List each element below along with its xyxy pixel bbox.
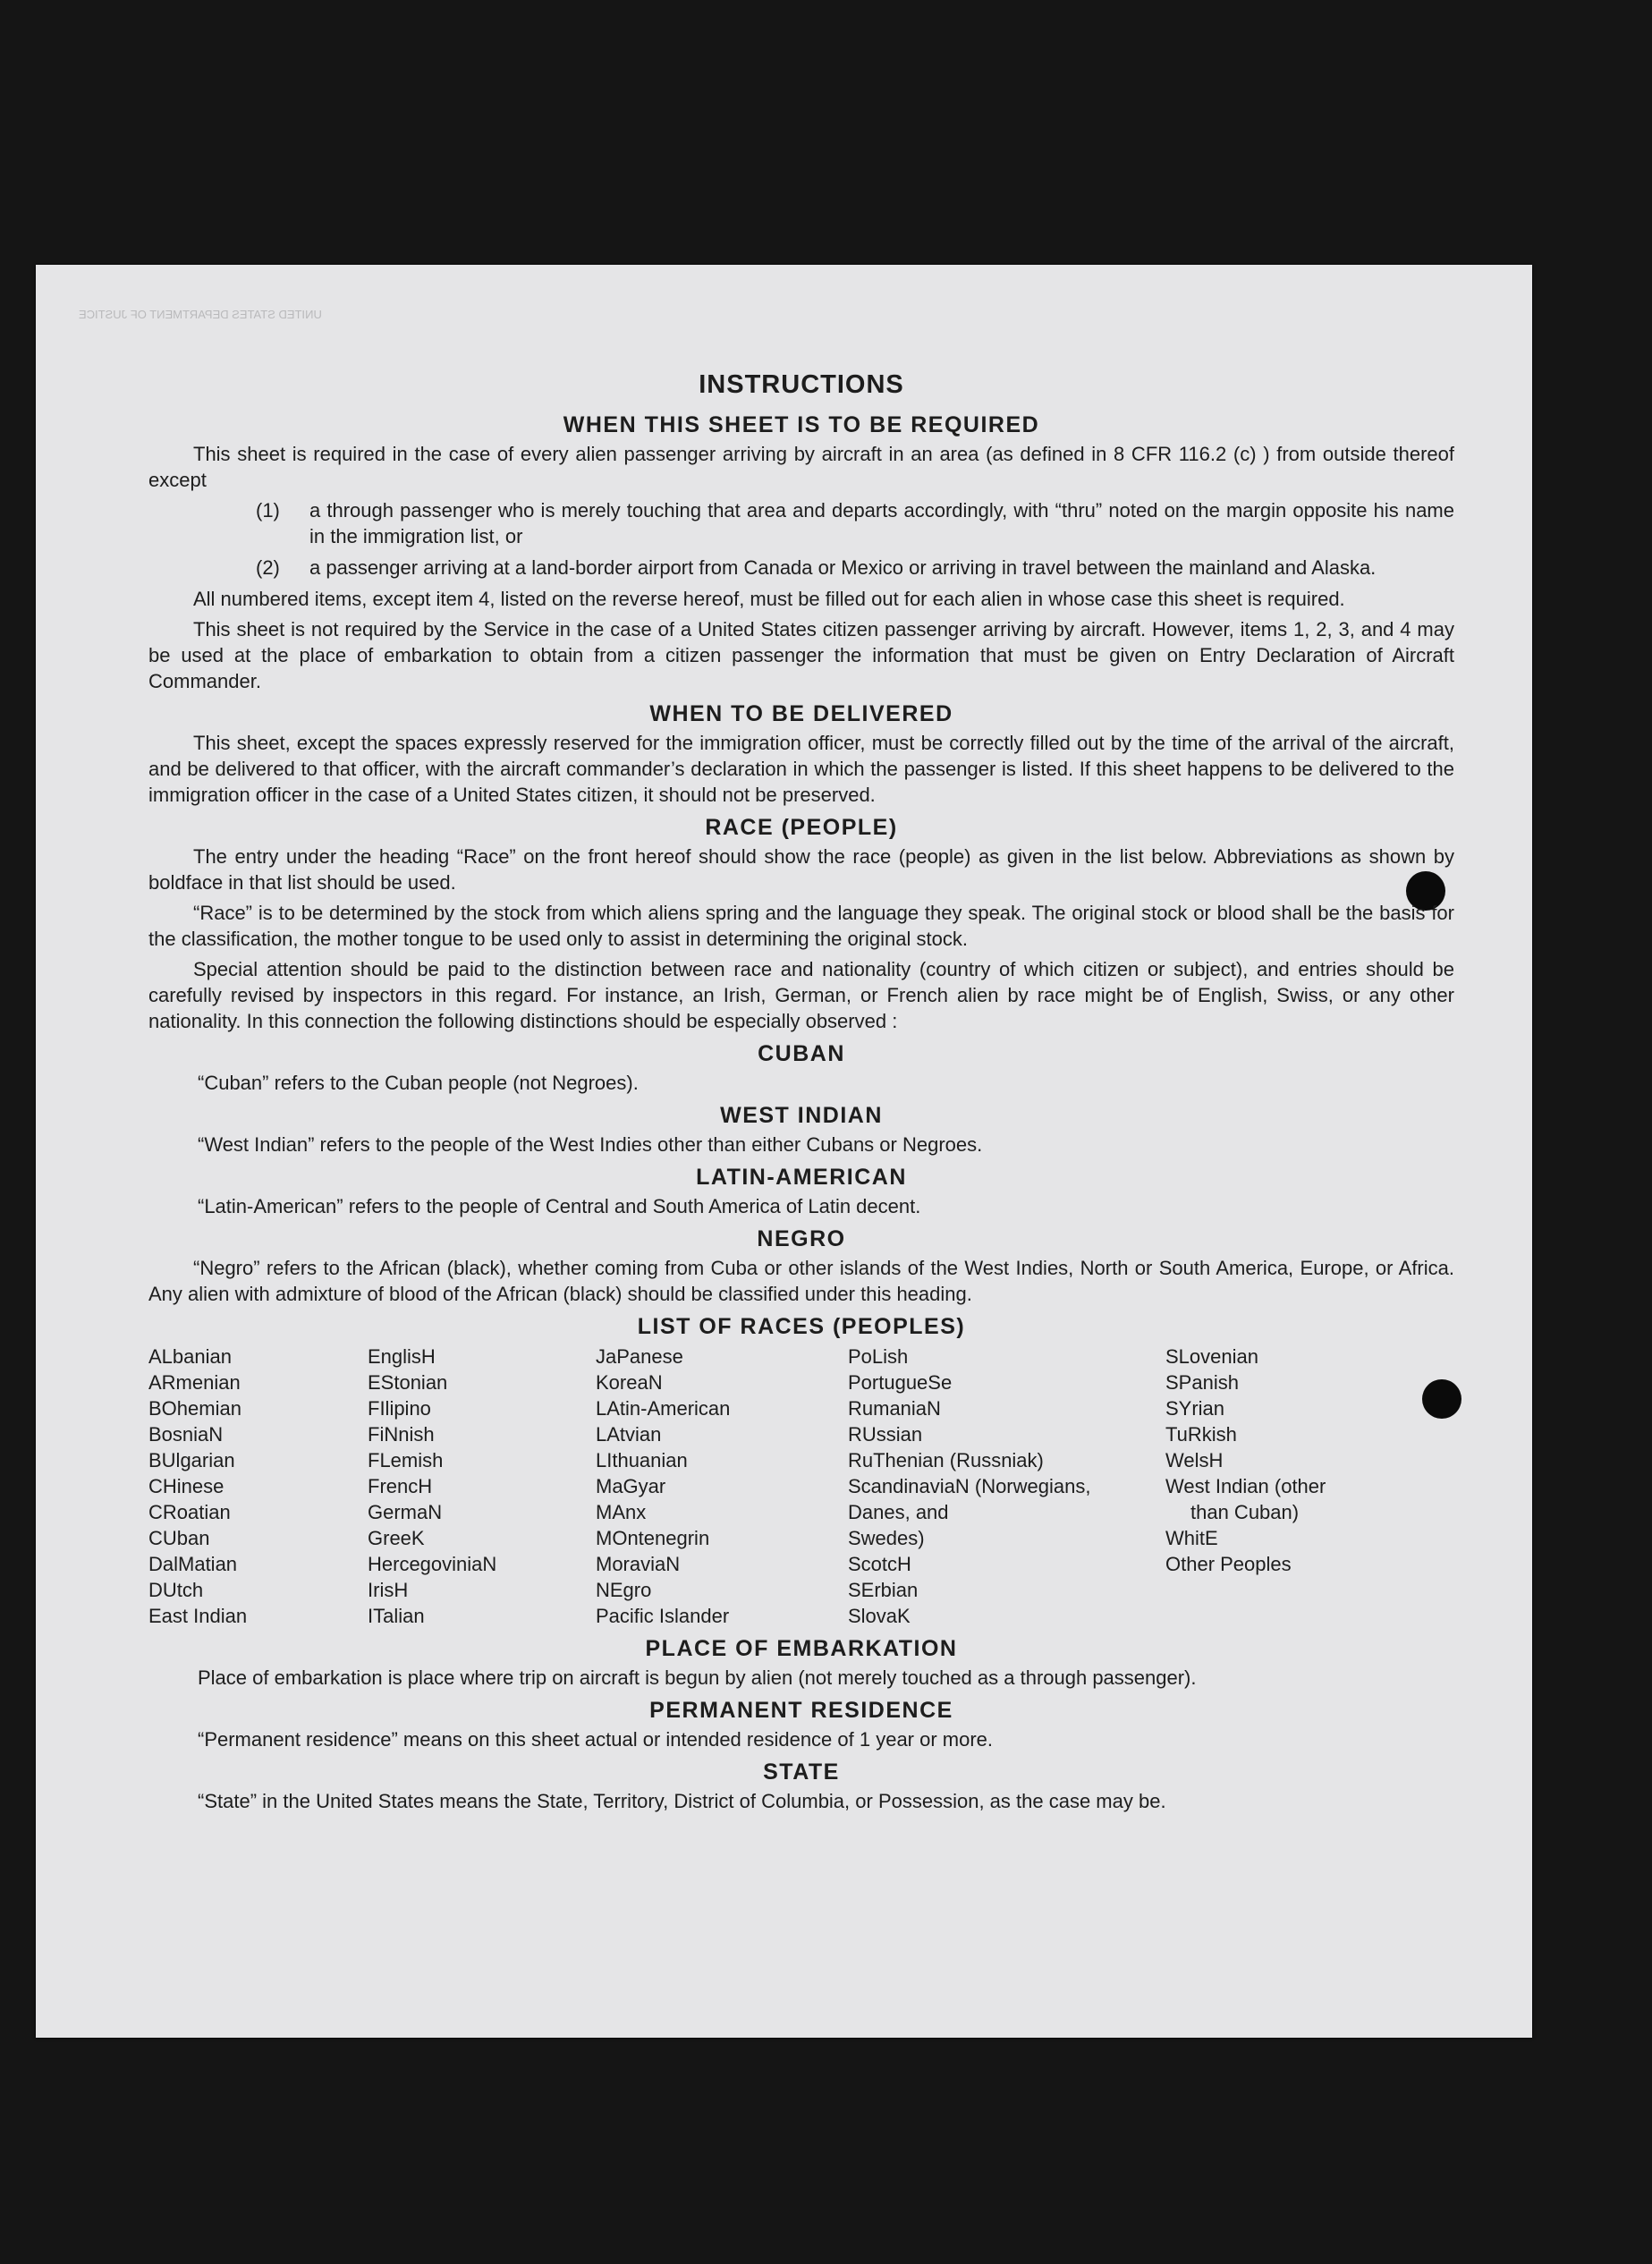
delivered-text: This sheet, except the spaces expressly reserved for the immigration officer, must be correctly filled out by the time of the arrival of the aircraft, and be delivered to that officer, with the aircraft commander’s declaration in which the passenger is listed. If this sheet happens to be delivered to the immigration officer in the case of a United States citizen, it should not be preserved. — [148, 732, 1454, 806]
race-entry: West Indian (other — [1165, 1475, 1326, 1497]
race-entry: CUban — [148, 1527, 210, 1549]
race-entry: ITalian — [368, 1605, 425, 1627]
race-entry: Pacific Islander — [596, 1605, 730, 1627]
race-entry: LIthuanian — [596, 1449, 688, 1471]
race-entry: East Indian — [148, 1605, 248, 1627]
exception-number: (1) — [256, 499, 280, 521]
races-column — [368, 1344, 596, 1629]
race-entry: MoraviaN — [596, 1553, 681, 1575]
race-entry: RumaniaN — [848, 1397, 941, 1420]
cuban-definition: “Cuban” refers to the Cuban people (not Negroes). — [198, 1072, 639, 1094]
race-entry: GreeK — [368, 1527, 425, 1549]
race-entry: ScandinaviaN (Norwegians, — [848, 1475, 1091, 1497]
race-entry: ScotcH — [848, 1553, 911, 1575]
race-entry: SYrian — [1165, 1397, 1225, 1420]
heading-latin-american: LATIN-AMERICAN — [696, 1165, 907, 1190]
exception-item — [148, 497, 1454, 549]
heading-list-of-races: LIST OF RACES (PEOPLES) — [637, 1314, 966, 1339]
race-entry: KoreaN — [596, 1371, 663, 1394]
race-entry: NEgro — [596, 1579, 652, 1601]
race-entry: MaGyar — [596, 1475, 666, 1497]
latin-american-definition: “Latin-American” refers to the people of Central and South America of Latin decent. — [198, 1195, 921, 1217]
race-entry: MOntenegrin — [596, 1527, 710, 1549]
exception-number: (2) — [256, 556, 280, 579]
races-column — [596, 1344, 848, 1629]
race-entry: Danes, and — [848, 1501, 949, 1523]
embarkation-definition: Place of embarkation is place where trip on aircraft is begun by alien (not merely touched as a through passenger). — [198, 1666, 1197, 1689]
race-entry: SLovenian — [1165, 1345, 1258, 1368]
race-entry: BOhemian — [148, 1397, 241, 1420]
race-entry: ALbanian — [148, 1345, 232, 1368]
races-column — [848, 1344, 1165, 1629]
race-entry: FLemish — [368, 1449, 444, 1471]
race-para-stock: “Race” is to be determined by the stock from which aliens spring and the language they speak. The original stock or blood shall be the basis for the classification, the mother tongue to be used only to assist in determining the original stock. — [148, 902, 1454, 950]
exception-text: a through passenger who is merely touching that area and departs accordingly, with “thru” noted on the margin opposite his name in the immigration list, or — [309, 499, 1454, 547]
negro-definition: “Negro” refers to the African (black), whether coming from Cuba or other islands of the West Indies, North or South America, Europe, or Africa. Any alien with admixture of blood of the African (black) should be classified under this heading. — [148, 1257, 1454, 1305]
races-list — [148, 1344, 1454, 1629]
race-entry: FrencH — [368, 1475, 433, 1497]
race-para-entry: The entry under the heading “Race” on the front hereof should show the race (people) as given in the list below. Abbreviations as shown by boldface in that list should be used. — [148, 845, 1454, 894]
race-entry: than Cuban) — [1190, 1501, 1300, 1523]
heading-place-of-embarkation: PLACE OF EMBARKATION — [645, 1636, 958, 1661]
race-entry: FIlipino — [368, 1397, 431, 1420]
race-entry: ARmenian — [148, 1371, 241, 1394]
race-entry: LAtvian — [596, 1423, 662, 1446]
race-entry: HercegoviniaN — [368, 1553, 497, 1575]
heading-state: STATE — [763, 1759, 840, 1785]
race-entry: BosniaN — [148, 1423, 224, 1446]
exception-text: a passenger arriving at a land-border airport from Canada or Mexico or arriving in travel between the mainland and Alaska. — [309, 556, 1377, 579]
race-entry: CRoatian — [148, 1501, 231, 1523]
required-para-citizen: This sheet is not required by the Service in the case of a United States citizen passenger arriving by aircraft. However, items 1, 2, 3, and 4 may be used at the place of embarkation to obtain from a citizen passenger the information that must be given on Entry Declaration of Aircraft Commander. — [148, 618, 1454, 692]
race-entry: WelsH — [1165, 1449, 1224, 1471]
required-para-items: All numbered items, except item 4, listed on the reverse hereof, must be filled out for each alien in whose case this sheet is required. — [193, 588, 1345, 610]
residence-definition: “Permanent residence” means on this sheet actual or intended residence of 1 year or more. — [198, 1728, 994, 1751]
race-entry: CHinese — [148, 1475, 225, 1497]
races-column — [1165, 1344, 1398, 1629]
race-entry: MAnx — [596, 1501, 647, 1523]
race-entry: JaPanese — [596, 1345, 683, 1368]
race-entry: PortugueSe — [848, 1371, 953, 1394]
document-sheet — [36, 265, 1532, 2038]
heading-when-required: WHEN THIS SHEET IS TO BE REQUIRED — [563, 412, 1040, 437]
west-indian-definition: “West Indian” refers to the people of the West Indies other than either Cubans or Negroes. — [198, 1133, 983, 1156]
required-intro: This sheet is required in the case of every alien passenger arriving by aircraft in an area (as defined in 8 CFR 116.2 (c) ) from outside thereof except — [148, 443, 1454, 491]
heading-cuban: CUBAN — [758, 1041, 845, 1066]
race-entry: DUtch — [148, 1579, 204, 1601]
race-entry: EStonian — [368, 1371, 448, 1394]
race-entry: SlovaK — [848, 1605, 911, 1627]
race-entry: GermaN — [368, 1501, 443, 1523]
race-entry: EnglisH — [368, 1345, 436, 1368]
race-entry: DalMatian — [148, 1553, 238, 1575]
race-entry: TuRkish — [1165, 1423, 1237, 1446]
race-entry: Other Peoples — [1165, 1553, 1292, 1575]
races-column — [148, 1344, 368, 1629]
race-entry: RUssian — [848, 1423, 923, 1446]
race-entry: BUlgarian — [148, 1449, 235, 1471]
race-entry: RuThenian (Russniak) — [848, 1449, 1044, 1471]
page-title: INSTRUCTIONS — [699, 370, 904, 399]
race-entry: LAtin-American — [596, 1397, 731, 1420]
race-entry: PoLish — [848, 1345, 909, 1368]
heading-when-delivered: WHEN TO BE DELIVERED — [649, 701, 953, 726]
heading-race: RACE (PEOPLE) — [705, 815, 898, 840]
bleed-through-header: UNITED STATES DEPARTMENT OF JUSTICE — [79, 308, 322, 321]
race-entry: IrisH — [368, 1579, 409, 1601]
heading-permanent-residence: PERMANENT RESIDENCE — [649, 1698, 953, 1723]
heading-negro: NEGRO — [757, 1226, 846, 1251]
race-entry: SPanish — [1165, 1371, 1239, 1394]
exception-item — [148, 555, 1454, 581]
race-entry: Swedes) — [848, 1527, 925, 1549]
heading-west-indian: WEST INDIAN — [720, 1103, 883, 1128]
race-entry: FiNnish — [368, 1423, 435, 1446]
race-entry: WhitE — [1165, 1527, 1218, 1549]
race-para-nationality: Special attention should be paid to the distinction between race and nationality (country of which citizen or subject), and entries should be carefully revised by inspectors in this regard. For instance, an Irish, German, or French alien by race might be of English, Swiss, or any other nationality. In this connection the following distinctions should be especially observed : — [148, 958, 1454, 1032]
race-entry: SErbian — [848, 1579, 919, 1601]
state-definition: “State” in the United States means the State, Territory, District of Columbia, or Possession, as the case may be. — [198, 1790, 1166, 1812]
instructions-content — [148, 370, 1454, 1814]
